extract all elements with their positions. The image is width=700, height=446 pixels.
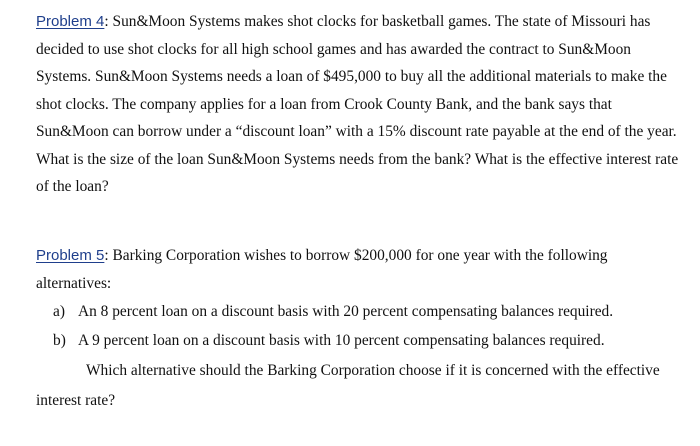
- problem-4-separator: :: [104, 13, 109, 30]
- alternatives-list: [0, 297, 700, 355]
- alternative-marker-b: b): [53, 332, 66, 349]
- problem-5-text: Barking Corporation wishes to borrow $200,000 for one year with the following alternatives:: [36, 247, 608, 292]
- alternative-text-b: A 9 percent loan on a discount basis with 10 percent compensating balances required.: [78, 332, 605, 349]
- alternative-item-b: [0, 326, 700, 355]
- alternative-text-a: An 8 percent loan on a discount basis with 20 percent compensating balances required.: [78, 303, 614, 320]
- alternative-marker-a: a): [53, 303, 65, 320]
- problem-4-text: Sun&Moon Systems makes shot clocks for basketball games. The state of Missouri has decided to use shot clocks for all high school games and has awarded the contract to Sun&Moon Systems. Sun&Moon Systems needs a loan of $495,000 to buy all the additional materials to make the shot clocks. The company applies for a loan from Crook County Bank, and the bank says that Sun&Moon can borrow under a “discount loan” with a 15% discount rate payable at the end of the year. What is the size of the loan Sun&Moon Systems needs from the bank? What is the effective interest rate of the loan?: [36, 13, 679, 195]
- problem-5-question: Which alternative should the Barking Corporation choose if it is concerned with the effective interest rate?: [36, 362, 660, 409]
- problem-5-paragraph: [36, 242, 684, 297]
- problem-4-heading: Problem 4: [36, 13, 105, 30]
- problem-4-paragraph: [36, 8, 684, 201]
- problem-5-heading: Problem 5: [36, 247, 105, 264]
- problem-5-separator: :: [104, 247, 109, 264]
- alternative-item-a: [0, 297, 700, 326]
